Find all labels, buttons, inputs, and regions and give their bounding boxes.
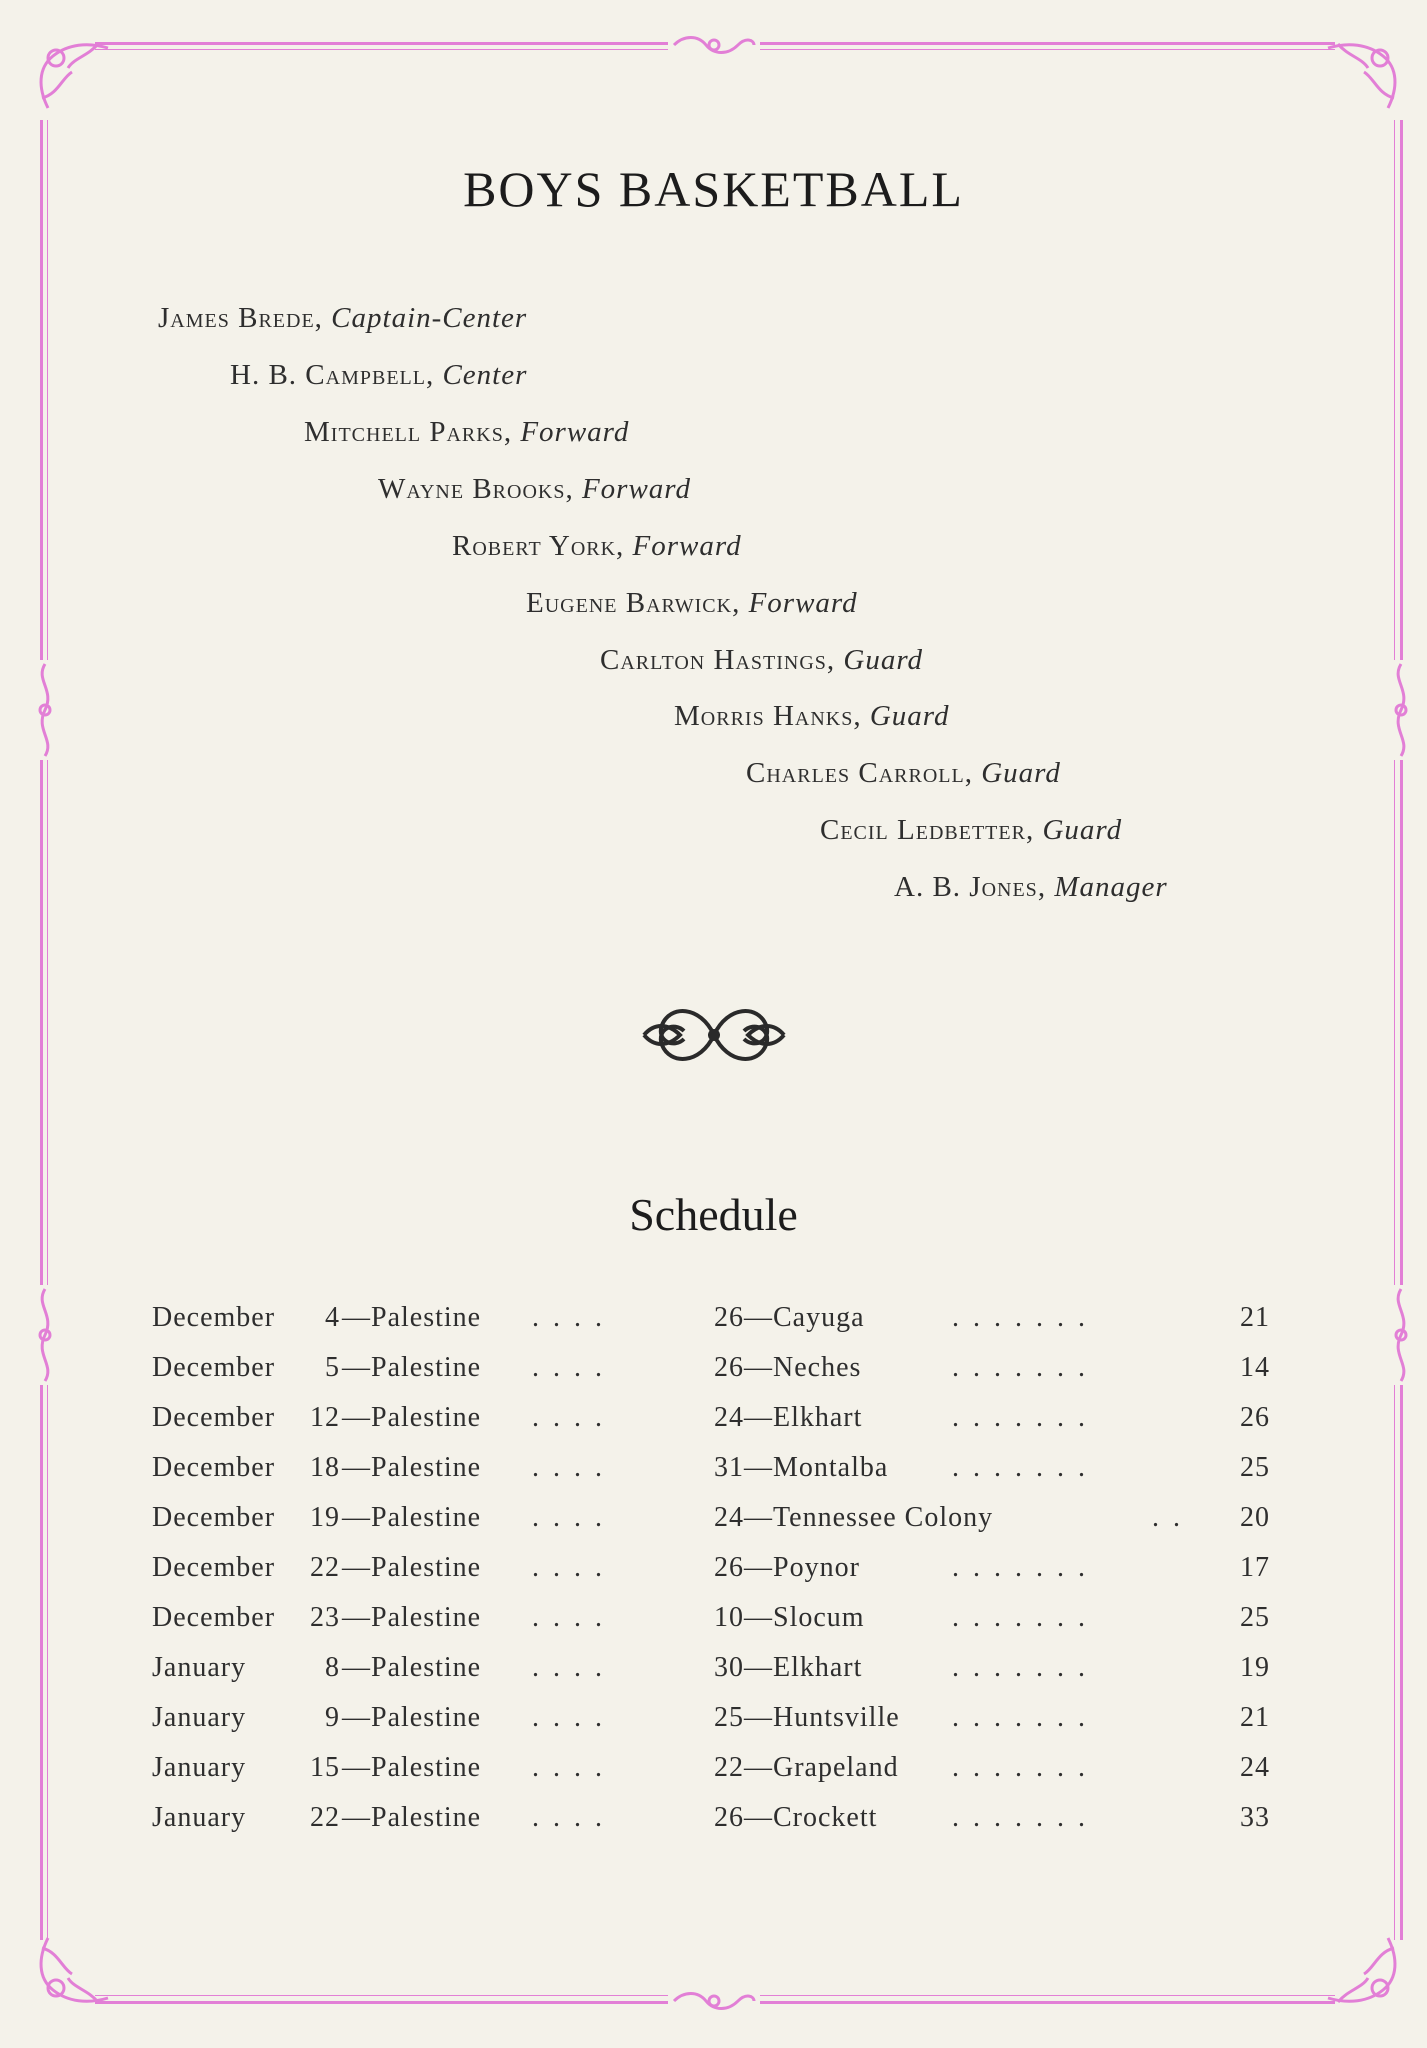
- opponent-name: Cayuga: [773, 1302, 865, 1333]
- game-day: 23: [310, 1602, 340, 1633]
- result: 24—Tennessee Colony: [714, 1502, 994, 1533]
- game-month: December: [152, 1552, 276, 1583]
- home-score: 25: [714, 1702, 744, 1733]
- player-name: Cecil Ledbetter: [820, 814, 1026, 846]
- home-score: 26: [714, 1352, 744, 1383]
- home-team: —Palestine: [342, 1402, 482, 1433]
- opponent-name: Grapeland: [773, 1752, 899, 1783]
- schedule-row: [152, 1402, 1272, 1446]
- opponent-score: 21: [1240, 1702, 1270, 1733]
- home-team: —Palestine: [342, 1652, 482, 1683]
- result: 31—Montalba: [714, 1452, 889, 1483]
- player-name: Wayne Brooks: [378, 473, 566, 505]
- roster-entry: Morris Hanks, Guard: [674, 700, 950, 732]
- schedule-row: [152, 1652, 1272, 1696]
- leader-dots: ....: [532, 1602, 616, 1633]
- leader-dots: .......: [952, 1702, 1099, 1733]
- result: 26—Cayuga: [714, 1302, 865, 1333]
- border-right-inner: [1394, 120, 1395, 1940]
- leader-dots: .......: [952, 1302, 1099, 1333]
- roster-entry: Carlton Hastings, Guard: [600, 644, 924, 676]
- opponent-score: 33: [1240, 1802, 1270, 1833]
- leader-dots: ....: [532, 1452, 616, 1483]
- home-team-name: Palestine: [371, 1402, 482, 1433]
- game-month: December: [152, 1502, 276, 1533]
- result: 24—Elkhart: [714, 1402, 863, 1433]
- home-score: 24: [714, 1502, 744, 1533]
- home-team-name: Palestine: [371, 1702, 482, 1733]
- game-month: December: [152, 1602, 276, 1633]
- corner-flourish-icon: [1318, 1928, 1408, 2018]
- roster-entry: Charles Carroll, Guard: [746, 757, 1061, 789]
- player-position: Guard: [843, 644, 924, 676]
- opponent-name: Elkhart: [773, 1652, 863, 1683]
- home-team-name: Palestine: [371, 1652, 482, 1683]
- game-day: 8: [325, 1652, 340, 1683]
- player-position: Center: [442, 359, 528, 391]
- leader-dots: .......: [952, 1652, 1099, 1683]
- player-name: H. B. Campbell: [230, 359, 426, 391]
- home-score: 26: [714, 1552, 744, 1583]
- game-month: January: [152, 1802, 247, 1833]
- home-team: —Palestine: [342, 1702, 482, 1733]
- schedule-row: [152, 1352, 1272, 1396]
- roster-entry: James Brede, Captain-Center: [158, 302, 528, 334]
- home-team-name: Palestine: [371, 1802, 482, 1833]
- player-name: Mitchell Parks: [304, 416, 504, 448]
- roster-entry: Wayne Brooks, Forward: [378, 473, 692, 505]
- home-score: 30: [714, 1652, 744, 1683]
- home-team-name: Palestine: [371, 1502, 482, 1533]
- player-name: Charles Carroll: [746, 757, 965, 789]
- player-name: Carlton Hastings: [600, 644, 827, 676]
- opponent-score: 26: [1240, 1402, 1270, 1433]
- opponent-name: Montalba: [773, 1452, 889, 1483]
- game-day: 19: [310, 1502, 340, 1533]
- game-month: January: [152, 1752, 247, 1783]
- opponent-score: 21: [1240, 1302, 1270, 1333]
- schedule-row: [152, 1702, 1272, 1746]
- result: 26—Poynor: [714, 1552, 860, 1583]
- schedule-row: [152, 1552, 1272, 1596]
- game-month: December: [152, 1352, 276, 1383]
- opponent-score: 20: [1240, 1502, 1270, 1533]
- player-position: Manager: [1054, 871, 1168, 903]
- ornament-icon: [640, 995, 788, 1075]
- home-score: 22: [714, 1752, 744, 1783]
- home-team: —Palestine: [342, 1352, 482, 1383]
- opponent-score: 25: [1240, 1452, 1270, 1483]
- game-day: 4: [325, 1302, 340, 1333]
- home-team: —Palestine: [342, 1752, 482, 1783]
- player-position: Forward: [581, 473, 692, 505]
- home-team-name: Palestine: [371, 1602, 482, 1633]
- player-position: Forward: [632, 530, 742, 562]
- home-team: —Palestine: [342, 1502, 482, 1533]
- leader-dots: .......: [952, 1452, 1099, 1483]
- leader-dots: ....: [532, 1752, 616, 1783]
- opponent-name: Crockett: [773, 1802, 878, 1833]
- game-month: December: [152, 1452, 276, 1483]
- game-day: 15: [310, 1752, 340, 1783]
- opponent-name: Neches: [773, 1352, 862, 1383]
- roster-entry: Eugene Barwick, Forward: [526, 587, 858, 619]
- home-score: 26: [714, 1802, 744, 1833]
- corner-flourish-icon: [28, 1928, 118, 2018]
- opponent-name: Elkhart: [773, 1402, 863, 1433]
- left-scroll-ornament-icon: [30, 1285, 60, 1385]
- player-name: A. B. Jones: [894, 871, 1038, 903]
- schedule-row: [152, 1602, 1272, 1646]
- corner-flourish-icon: [1318, 28, 1408, 118]
- result: 10—Slocum: [714, 1602, 865, 1633]
- home-team-name: Palestine: [371, 1352, 482, 1383]
- opponent-name: Poynor: [773, 1552, 860, 1583]
- game-day: 22: [310, 1802, 340, 1833]
- result: 22—Grapeland: [714, 1752, 899, 1783]
- border-right: [1400, 120, 1403, 1940]
- opponent-score: 24: [1240, 1752, 1270, 1783]
- game-day: 22: [310, 1552, 340, 1583]
- player-position: Forward: [748, 587, 858, 619]
- home-team: —Palestine: [342, 1452, 482, 1483]
- home-team: —Palestine: [342, 1552, 482, 1583]
- player-position: Guard: [869, 700, 950, 732]
- roster-entry: Cecil Ledbetter, Guard: [820, 814, 1123, 846]
- home-team: —Palestine: [342, 1302, 482, 1333]
- game-month: December: [152, 1302, 276, 1333]
- opponent-score: 19: [1240, 1652, 1270, 1683]
- leader-dots: ....: [532, 1552, 616, 1583]
- right-scroll-ornament-icon: [1386, 1285, 1416, 1385]
- leader-dots: ....: [532, 1302, 616, 1333]
- game-day: 9: [325, 1702, 340, 1733]
- leader-dots: ....: [532, 1802, 616, 1833]
- leader-dots: .......: [952, 1402, 1099, 1433]
- leader-dots: ..: [1152, 1502, 1194, 1533]
- schedule-row: [152, 1752, 1272, 1796]
- opponent-score: 14: [1240, 1352, 1270, 1383]
- home-score: 26: [714, 1302, 744, 1333]
- player-name: Robert York: [452, 530, 617, 562]
- roster-entry: H. B. Campbell, Center: [230, 359, 528, 391]
- leader-dots: .......: [952, 1802, 1099, 1833]
- page-title: BOYS BASKETBALL: [463, 161, 964, 217]
- home-score: 31: [714, 1452, 744, 1483]
- right-scroll-ornament-icon: [1386, 660, 1416, 760]
- home-team: —Palestine: [342, 1602, 482, 1633]
- result: 25—Huntsville: [714, 1702, 900, 1733]
- border-left-inner: [47, 120, 48, 1940]
- home-team: —Palestine: [342, 1802, 482, 1833]
- opponent-name: Tennessee Colony: [773, 1502, 994, 1533]
- player-position: Guard: [1042, 814, 1123, 846]
- schedule-row: [152, 1302, 1272, 1346]
- player-position: Forward: [520, 416, 630, 448]
- roster-entry: Mitchell Parks, Forward: [304, 416, 630, 448]
- game-month: December: [152, 1402, 276, 1433]
- opponent-score: 25: [1240, 1602, 1270, 1633]
- leader-dots: .......: [952, 1352, 1099, 1383]
- home-score: 24: [714, 1402, 744, 1433]
- home-team-name: Palestine: [371, 1752, 482, 1783]
- leader-dots: .......: [952, 1552, 1099, 1583]
- schedule-row: [152, 1452, 1272, 1496]
- leader-dots: .......: [952, 1752, 1099, 1783]
- result: 26—Neches: [714, 1352, 862, 1383]
- player-position: Guard: [981, 757, 1061, 789]
- home-team-name: Palestine: [371, 1302, 482, 1333]
- player-name: Morris Hanks: [674, 700, 854, 732]
- roster-entry: A. B. Jones, Manager: [894, 871, 1168, 903]
- opponent-name: Slocum: [773, 1602, 865, 1633]
- opponent-score: 17: [1240, 1552, 1270, 1583]
- player-name: Eugene Barwick: [526, 587, 733, 619]
- roster-entry: Robert York, Forward: [452, 530, 742, 562]
- game-day: 12: [310, 1402, 340, 1433]
- schedule-title: Schedule: [629, 1189, 798, 1240]
- leader-dots: .......: [952, 1602, 1099, 1633]
- border-left: [40, 120, 43, 1940]
- leader-dots: ....: [532, 1352, 616, 1383]
- game-day: 18: [310, 1452, 340, 1483]
- game-month: January: [152, 1652, 247, 1683]
- home-team-name: Palestine: [371, 1452, 482, 1483]
- schedule-row: [152, 1802, 1272, 1846]
- left-scroll-ornament-icon: [30, 660, 60, 760]
- leader-dots: ....: [532, 1702, 616, 1733]
- top-scroll-ornament-icon: [668, 32, 760, 58]
- leader-dots: ....: [532, 1502, 616, 1533]
- home-score: 10: [714, 1602, 744, 1633]
- leader-dots: ....: [532, 1402, 616, 1433]
- opponent-name: Huntsville: [773, 1702, 900, 1733]
- game-month: January: [152, 1702, 247, 1733]
- corner-flourish-icon: [28, 28, 118, 118]
- player-name: James Brede: [158, 302, 315, 334]
- schedule-row: [152, 1502, 1272, 1546]
- game-day: 5: [325, 1352, 340, 1383]
- result: 30—Elkhart: [714, 1652, 863, 1683]
- player-position: Captain-Center: [331, 302, 528, 334]
- leader-dots: ....: [532, 1652, 616, 1683]
- bottom-scroll-ornament-icon: [668, 1988, 760, 2014]
- home-team-name: Palestine: [371, 1552, 482, 1583]
- result: 26—Crockett: [714, 1802, 878, 1833]
